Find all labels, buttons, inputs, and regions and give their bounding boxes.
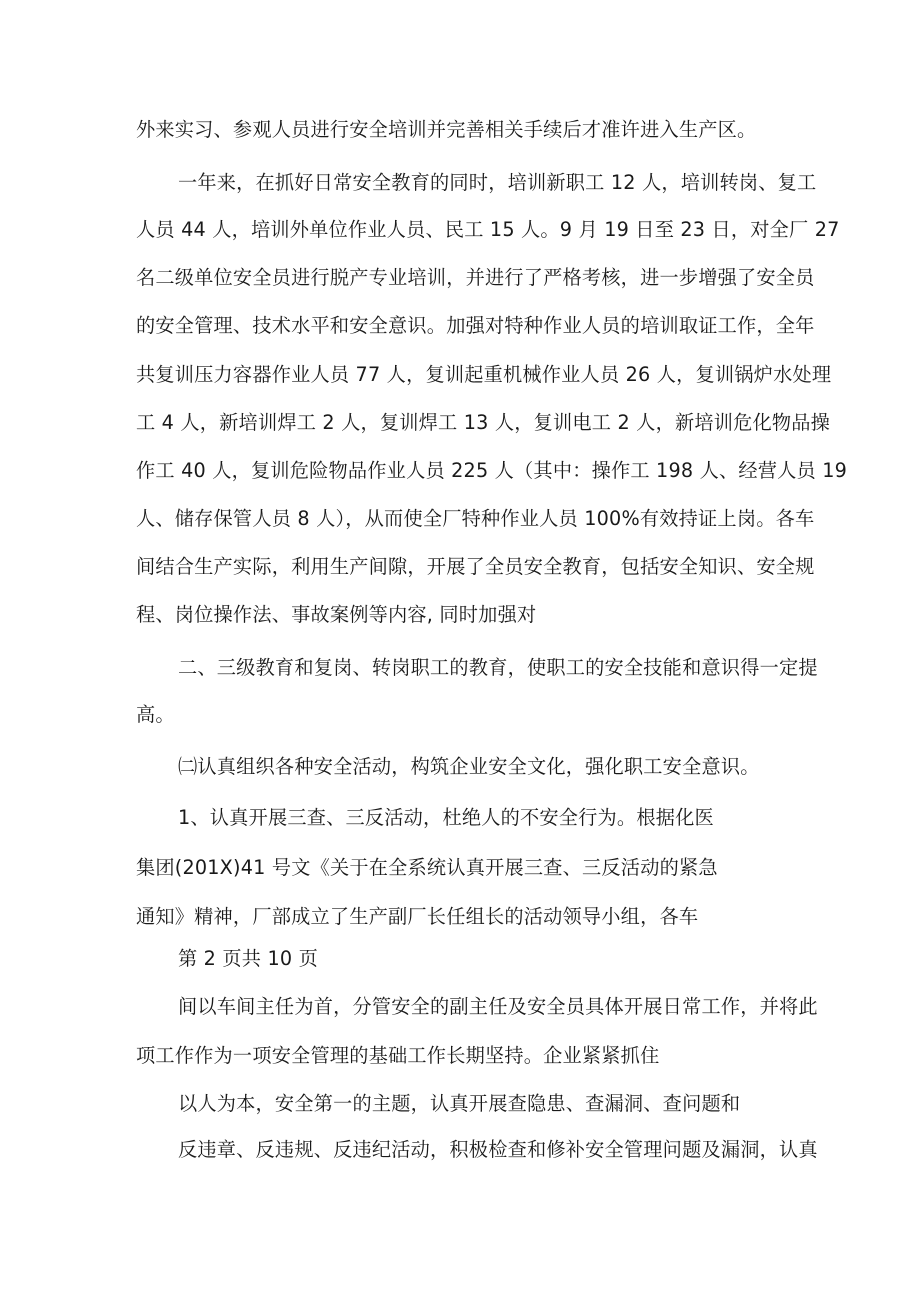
text-line-13: 高。: [136, 703, 175, 726]
text-line-1: 外来实习、参观人员进行安全培训并完善相关手续后才准许进入生产区。: [136, 118, 757, 141]
text-line-18: 间以车间主任为首，分管安全的副主任及安全员具体开展日常工作，并将此: [178, 995, 818, 1018]
text-line-4: 名二级单位安全员进行脱产专业培训，并进行了严格考核，进一步增强了安全员: [136, 266, 815, 289]
text-line-8: 作工 40 人，复训危险物品作业人员 225 人（其中：操作工 198 人、经营人员 19: [136, 459, 848, 482]
text-line-2: 一年来，在抓好日常安全教育的同时，培训新职工 12 人，培训转岗、复工: [178, 171, 817, 194]
text-line-16: 集团(201X)41 号文《关于在全系统认真开展三查、三反活动的紧急: [136, 856, 718, 879]
text-line-21: 反违章、反违规、反违纪活动，积极检查和修补安全管理问题及漏洞，认真: [178, 1138, 818, 1161]
text-line-6: 共复训压力容器作业人员 77 人，复训起重机械作业人员 26 人，复训锅炉水处理: [136, 363, 832, 386]
text-line-7: 工 4 人，新培训焊工 2 人，复训焊工 13 人，复训电工 2 人，新培训危化物品操: [136, 411, 831, 434]
text-line-11: 程、岗位操作法、事故案例等内容, 同时加强对: [136, 603, 537, 626]
text-line-17: 通知》精神，厂部成立了生产副厂长任组长的活动领导小组，各车: [136, 905, 699, 928]
text-line-3: 人员 44 人，培训外单位作业人员、民工 15 人。9 月 19 日至 23 日，对全厂 27: [136, 218, 840, 241]
text-line-19: 项工作作为一项安全管理的基础工作长期坚持。企业紧紧抓住: [136, 1044, 660, 1067]
text-line-12: 二、三级教育和复岗、转岗职工的教育，使职工的安全技能和意识得一定提: [178, 656, 818, 679]
page-number: 第 2 页共 10 页: [178, 947, 318, 970]
text-line-20: 以人为本，安全第一的主题，认真开展查隐患、查漏洞、查问题和: [178, 1092, 741, 1115]
text-line-10: 间结合生产实际，利用生产间隙，开展了全员安全教育，包括安全知识、安全规: [136, 555, 815, 578]
text-line-15: 1、认真开展三查、三反活动，杜绝人的不安全行为。根据化医: [178, 806, 714, 829]
text-line-14: ㈡认真组织各种安全活动，构筑企业安全文化，强化职工安全意识。: [178, 755, 760, 778]
text-line-9: 人、储存保管人员 8 人），从而使全厂特种作业人员 100%有效持证上岗。各车: [136, 507, 815, 530]
text-line-5: 的安全管理、技术水平和安全意识。加强对特种作业人员的培训取证工作，全年: [136, 314, 815, 337]
